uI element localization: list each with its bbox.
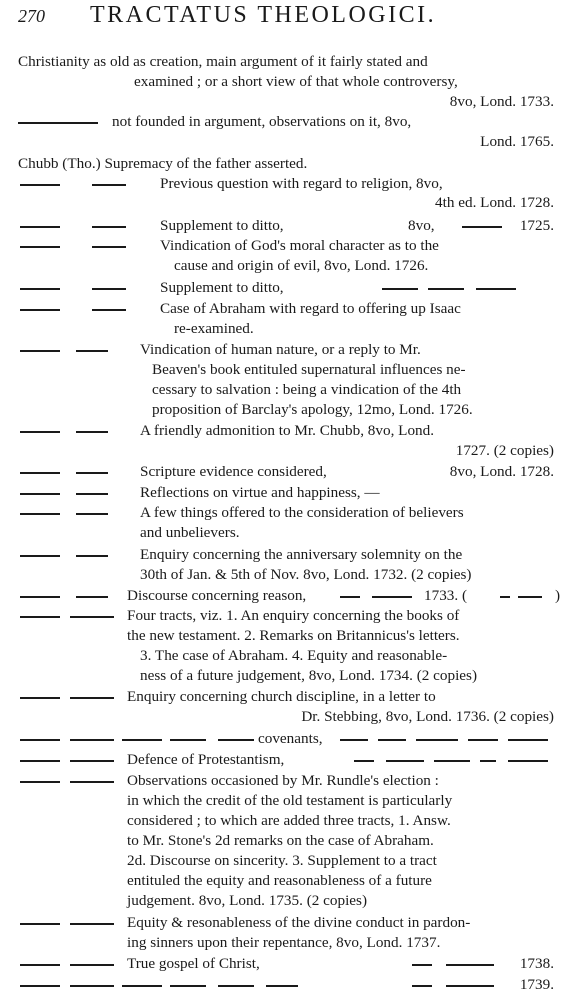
entry-line: entituled the equity and reasonableness of a future (127, 872, 432, 889)
entry-line: Enquiry concerning church discipline, in a letter to (127, 688, 436, 705)
ditto-dash (20, 513, 60, 515)
entry-imprint: 1733. ( (424, 587, 468, 604)
ditto-dash (170, 985, 206, 987)
entry-line: 3. The case of Abraham. 4. Equity and reasonable- (140, 647, 448, 664)
entry-line: judgement. 8vo, Lond. 1735. (2 copies) (127, 892, 368, 909)
entry-line: cause and origin of evil, 8vo, Lond. 1726. (174, 257, 429, 274)
entry-line: Case of Abraham with regard to offering up Isaac (160, 300, 461, 317)
page-number: 270 (18, 6, 45, 26)
ditto-dash (20, 697, 60, 699)
ditto-dash (76, 472, 108, 474)
entry-line: in which the credit of the old testament is particularly (127, 792, 453, 809)
ditto-dash (20, 472, 60, 474)
ditto-dash (434, 760, 470, 762)
ditto-dash (20, 431, 60, 433)
entry-line: and unbelievers. (140, 524, 240, 541)
entry-line: Enquiry concerning the anniversary solemnity on the (140, 546, 463, 563)
ditto-dash (218, 985, 254, 987)
ditto-dash (446, 964, 494, 966)
entry-line: covenants, (258, 730, 323, 747)
ditto-dash (170, 739, 206, 741)
ditto-dash (340, 739, 368, 741)
ditto-dash (468, 739, 498, 741)
entry-line: Equity & resonableness of the divine conduct in pardon- (127, 914, 471, 931)
entry-line: not founded in argument, observations on it, 8vo, (112, 113, 412, 130)
ditto-dash (122, 739, 162, 741)
entry-line: A friendly admonition to Mr. Chubb, 8vo, Lond. (140, 422, 435, 439)
ditto-dash (20, 616, 60, 618)
entry-line: True gospel of Christ, (127, 955, 260, 972)
ditto-dash (70, 760, 114, 762)
ditto-dash (20, 596, 60, 598)
ditto-dash (518, 596, 542, 598)
ditto-dash (76, 350, 108, 352)
ditto-dash (20, 226, 60, 228)
ditto-dash (508, 760, 548, 762)
entry-imprint: Lond. 1765. (480, 133, 554, 150)
ditto-dash (92, 309, 126, 311)
ditto-dash (70, 697, 114, 699)
entry-line: 8vo, (408, 217, 435, 234)
entry-imprint: Dr. Stebbing, 8vo, Lond. 1736. (2 copies) (301, 708, 554, 725)
entry-line: Christianity as old as creation, main argument of it fairly stated and (18, 53, 428, 70)
ditto-dash (20, 288, 60, 290)
ditto-dash (70, 739, 114, 741)
entry-line: re-examined. (174, 320, 254, 337)
entry-line: Defence of Protestantism, (127, 751, 285, 768)
ditto-dash (20, 493, 60, 495)
ditto-dash (372, 596, 412, 598)
ditto-dash (462, 226, 502, 228)
entry-line: examined ; or a short view of that whole controversy, (134, 73, 458, 90)
entry-line: Supplement to ditto, (160, 217, 284, 234)
page-header (18, 2, 558, 30)
entry-line: A few things offered to the consideration of believers (140, 504, 464, 521)
entry-line: to Mr. Stone's 2d remarks on the case of Abraham. (127, 832, 434, 849)
entry-imprint: 8vo, Lond. 1733. (449, 93, 554, 110)
ditto-dash (378, 739, 406, 741)
ditto-dash (20, 309, 60, 311)
entry-imprint: 1727. (2 copies) (455, 442, 554, 459)
ditto-dash (218, 739, 254, 741)
ditto-dash (20, 739, 60, 741)
entry-imprint: 8vo, Lond. 1728. (449, 463, 554, 480)
ditto-dash (20, 246, 60, 248)
entry-line: 30th of Jan. & 5th of Nov. 8vo, Lond. 1732. (2 copies) (140, 566, 472, 583)
ditto-dash (70, 923, 114, 925)
ditto-dash (76, 555, 108, 557)
ditto-dash (446, 985, 494, 987)
entry-line: Four tracts, viz. 1. An enquiry concerning the books of (127, 607, 460, 624)
ditto-dash (476, 288, 516, 290)
entry-imprint: 1739. (519, 976, 554, 993)
ditto-dash (20, 350, 60, 352)
ditto-dash (266, 985, 298, 987)
entry-line: 2d. Discourse on sincerity. 3. Supplement to a tract (127, 852, 437, 869)
author-entry: Chubb (Tho.) Supremacy of the father asserted. (18, 155, 308, 172)
ditto-dash (382, 288, 418, 290)
entry-line: Observations occasioned by Mr. Rundle's election : (127, 772, 439, 789)
entry-line: cessary to salvation : being a vindication of the 4th (152, 381, 462, 398)
ditto-dash (412, 985, 432, 987)
ditto-dash (20, 184, 60, 186)
entry-line: Beaven's book entituled supernatural influences ne- (152, 361, 466, 378)
entry-line: considered ; to which are added three tracts, 1. Answ. (127, 812, 451, 829)
ditto-dash (76, 596, 108, 598)
ditto-dash (76, 431, 108, 433)
entry-line: ness of a future judgement, 8vo, Lond. 1734. (2 copies) (140, 667, 478, 684)
ditto-dash (500, 596, 510, 598)
entry-line: ing sinners upon their repentance, 8vo, Lond. 1737. (127, 934, 441, 951)
entry-line: Vindication of God's moral character as to the (160, 237, 439, 254)
ditto-dash (20, 985, 60, 987)
ditto-dash (18, 122, 98, 124)
ditto-dash (20, 964, 60, 966)
ditto-dash (416, 739, 458, 741)
ditto-dash (412, 964, 432, 966)
ditto-dash (92, 288, 126, 290)
entry-imprint: 1725. (519, 217, 554, 234)
ditto-dash (20, 760, 60, 762)
ditto-dash (70, 985, 114, 987)
ditto-dash (340, 596, 360, 598)
entry-imprint: 1738. (519, 955, 554, 972)
ditto-dash (428, 288, 464, 290)
ditto-dash (508, 739, 548, 741)
ditto-dash (20, 555, 60, 557)
ditto-dash (20, 923, 60, 925)
ditto-dash (92, 246, 126, 248)
ditto-dash (76, 513, 108, 515)
entry-line: Scripture evidence considered, (140, 463, 327, 480)
ditto-dash (354, 760, 374, 762)
ditto-dash (92, 184, 126, 186)
entry-line: Previous question with regard to religion, 8vo, (160, 175, 443, 192)
entry-imprint: 4th ed. Lond. 1728. (435, 194, 554, 211)
ditto-dash (92, 226, 126, 228)
entry-line: Vindication of human nature, or a reply to Mr. (140, 341, 421, 358)
ditto-dash (70, 964, 114, 966)
running-head: TRACTATUS THEOLOGICI. (90, 2, 437, 28)
entry-line: Reflections on virtue and happiness, — (140, 484, 380, 501)
entry-line: Discourse concerning reason, (127, 587, 307, 604)
ditto-dash (20, 781, 60, 783)
ditto-dash (70, 616, 114, 618)
entry-line: proposition of Barclay's apology, 12mo, Lond. 1726. (152, 401, 473, 418)
ditto-dash (70, 781, 114, 783)
ditto-dash (76, 493, 108, 495)
ditto-dash (122, 985, 162, 987)
ditto-dash (386, 760, 424, 762)
ditto-dash (480, 760, 496, 762)
entry-line: Supplement to ditto, (160, 279, 284, 296)
entry-line: the new testament. 2. Remarks on Britannicus's letters. (127, 627, 460, 644)
entry-imprint: ) (554, 587, 560, 604)
